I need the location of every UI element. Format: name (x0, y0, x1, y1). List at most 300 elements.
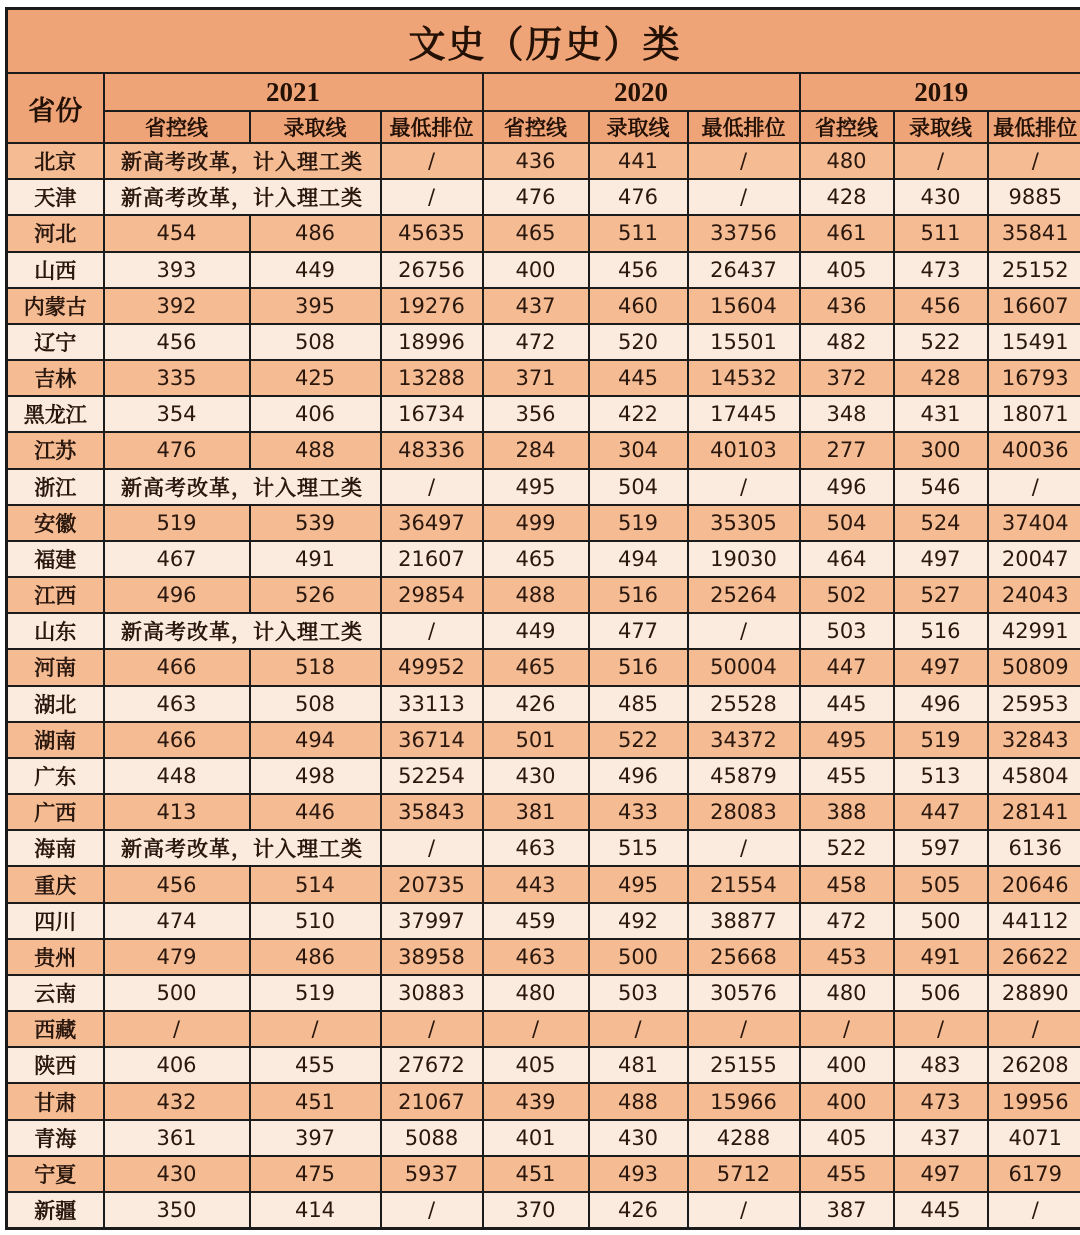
cell-value: 40036 (988, 432, 1080, 468)
cell-value: 480 (800, 143, 894, 179)
cell-value: 21554 (688, 866, 800, 902)
col-subheader: 最低排位 (381, 111, 483, 143)
cell-value: 516 (589, 649, 688, 685)
cell-value: 13288 (381, 360, 483, 396)
cell-value: / (988, 469, 1080, 505)
cell-value: 30883 (381, 975, 483, 1011)
cell-value: 500 (894, 903, 988, 939)
cell-province: 广东 (7, 758, 104, 794)
cell-province: 青海 (7, 1120, 104, 1156)
cell-value: 37404 (988, 505, 1080, 541)
cell-value: 526 (250, 577, 381, 613)
cell-value: 19030 (688, 541, 800, 577)
cell-value: 496 (894, 686, 988, 722)
cell-value: 488 (250, 432, 381, 468)
col-header-year-2019: 2019 (800, 73, 1080, 111)
table-row-云南 (7, 975, 1080, 1011)
cell-value: 406 (104, 1047, 250, 1083)
cell-value: 491 (250, 541, 381, 577)
cell-value: 25668 (688, 939, 800, 975)
table-row-贵州 (7, 939, 1080, 975)
cell-value: 503 (800, 613, 894, 649)
cell-value: 401 (483, 1120, 589, 1156)
cell-value: 485 (589, 686, 688, 722)
cell-value: / (988, 1011, 1080, 1047)
cell-value: 514 (250, 866, 381, 902)
col-subheader: 省控线 (800, 111, 894, 143)
col-subheader: 录取线 (250, 111, 381, 143)
cell-value: 19956 (988, 1083, 1080, 1119)
table-row-陕西 (7, 1047, 1080, 1083)
cell-value: 486 (250, 215, 381, 251)
cell-value: 476 (104, 432, 250, 468)
col-subheader: 录取线 (589, 111, 688, 143)
cell-value: 448 (104, 758, 250, 794)
cell-value: 27672 (381, 1047, 483, 1083)
cell-value: 426 (483, 686, 589, 722)
cell-value: / (988, 143, 1080, 179)
cell-value: 33756 (688, 215, 800, 251)
col-subheader: 省控线 (483, 111, 589, 143)
year-header-row (7, 73, 1080, 111)
col-header-province: 省份 (7, 73, 104, 143)
cell-value: 395 (250, 288, 381, 324)
cell-value: 437 (483, 288, 589, 324)
cell-value: 473 (894, 1083, 988, 1119)
cell-value: 24043 (988, 577, 1080, 613)
cell-value: 463 (483, 830, 589, 866)
cell-value: 519 (250, 975, 381, 1011)
cell-value: 50809 (988, 649, 1080, 685)
cell-province: 甘肃 (7, 1083, 104, 1119)
cell-value: 515 (589, 830, 688, 866)
cell-province: 湖北 (7, 686, 104, 722)
cell-province: 辽宁 (7, 324, 104, 360)
cell-province: 山东 (7, 613, 104, 649)
cell-value: 277 (800, 432, 894, 468)
table-row-河南 (7, 649, 1080, 685)
cell-value: 35305 (688, 505, 800, 541)
cell-value: / (688, 613, 800, 649)
cell-value: 433 (589, 794, 688, 830)
cell-value: 463 (104, 686, 250, 722)
cell-value: / (381, 143, 483, 179)
cell-value: 49952 (381, 649, 483, 685)
cell-value: / (894, 1011, 988, 1047)
cell-value: 28141 (988, 794, 1080, 830)
cell-value: 500 (104, 975, 250, 1011)
cell-value: 4071 (988, 1120, 1080, 1156)
cell-value: 465 (483, 541, 589, 577)
cell-value: 397 (250, 1120, 381, 1156)
cell-value: 370 (483, 1192, 589, 1229)
cell-value: 430 (104, 1156, 250, 1192)
table-row-浙江 (7, 469, 1080, 505)
cell-value: 491 (894, 939, 988, 975)
cell-province: 西藏 (7, 1011, 104, 1047)
cell-value: 465 (483, 649, 589, 685)
cell-value: 519 (589, 505, 688, 541)
cell-value: 456 (894, 288, 988, 324)
cell-value: 451 (250, 1083, 381, 1119)
cell-value: 405 (800, 1120, 894, 1156)
cell-value: 445 (894, 1192, 988, 1229)
cell-value: / (894, 143, 988, 179)
cell-value: 26437 (688, 252, 800, 288)
cell-value: 454 (104, 215, 250, 251)
cell-value: 476 (483, 179, 589, 215)
cell-value: 488 (483, 577, 589, 613)
table-row-北京 (7, 143, 1080, 179)
cell-value: 25953 (988, 686, 1080, 722)
cell-value: 466 (104, 649, 250, 685)
table-head (7, 9, 1080, 144)
cell-value: 21607 (381, 541, 483, 577)
cell-value: 17445 (688, 396, 800, 432)
cell-value: 400 (483, 252, 589, 288)
sub-header-row (7, 111, 1080, 143)
cell-value: / (250, 1011, 381, 1047)
cell-value: 441 (589, 143, 688, 179)
cell-value: 449 (250, 252, 381, 288)
cell-value: 511 (589, 215, 688, 251)
cell-province: 海南 (7, 830, 104, 866)
cell-value: 405 (800, 252, 894, 288)
cell-value: 449 (483, 613, 589, 649)
cell-value: 476 (589, 179, 688, 215)
cell-value: 354 (104, 396, 250, 432)
cell-province: 湖南 (7, 722, 104, 758)
cell-value: 520 (589, 324, 688, 360)
table-row-吉林 (7, 360, 1080, 396)
cell-value: 430 (894, 179, 988, 215)
cell-value: 35841 (988, 215, 1080, 251)
cell-value: 473 (894, 252, 988, 288)
cell-value: 510 (250, 903, 381, 939)
cell-value: 36714 (381, 722, 483, 758)
cell-value: / (688, 179, 800, 215)
cell-value: 15966 (688, 1083, 800, 1119)
cell-value: 400 (800, 1083, 894, 1119)
cell-province: 四川 (7, 903, 104, 939)
cell-value: 387 (800, 1192, 894, 1229)
cell-value: 451 (483, 1156, 589, 1192)
cell-value: 496 (104, 577, 250, 613)
cell-value: / (381, 830, 483, 866)
cell-value: 456 (104, 866, 250, 902)
cell-value: 456 (589, 252, 688, 288)
cell-value: 497 (894, 1156, 988, 1192)
cell-value: 21067 (381, 1083, 483, 1119)
cell-value: 446 (250, 794, 381, 830)
cell-value: 472 (800, 903, 894, 939)
cell-value: 20646 (988, 866, 1080, 902)
cell-value: 425 (250, 360, 381, 396)
table-row-宁夏 (7, 1156, 1080, 1192)
cell-value: / (800, 1011, 894, 1047)
cell-value: 371 (483, 360, 589, 396)
cell-province: 河南 (7, 649, 104, 685)
cell-value: 6136 (988, 830, 1080, 866)
cell-value: 499 (483, 505, 589, 541)
page-title: 文史（历史）类 (7, 9, 1080, 74)
cell-value: 463 (483, 939, 589, 975)
cell-reform-note: 新高考改革，计入理工类 (104, 143, 381, 179)
cell-value: 519 (894, 722, 988, 758)
cell-value: 511 (894, 215, 988, 251)
cell-province: 安徽 (7, 505, 104, 541)
cell-value: 33113 (381, 686, 483, 722)
cell-value: 381 (483, 794, 589, 830)
cell-province: 天津 (7, 179, 104, 215)
cell-value: 475 (250, 1156, 381, 1192)
cell-value: 518 (250, 649, 381, 685)
cell-value: 422 (589, 396, 688, 432)
cell-value: 496 (589, 758, 688, 794)
cell-province: 江西 (7, 577, 104, 613)
cell-value: 481 (589, 1047, 688, 1083)
cell-value: 45635 (381, 215, 483, 251)
cell-value: 504 (800, 505, 894, 541)
cell-value: 461 (800, 215, 894, 251)
cell-value: 513 (894, 758, 988, 794)
cell-value: 348 (800, 396, 894, 432)
cell-value: 505 (894, 866, 988, 902)
cell-value: / (483, 1011, 589, 1047)
cell-value: 45879 (688, 758, 800, 794)
cell-value: 16734 (381, 396, 483, 432)
cell-value: 522 (589, 722, 688, 758)
cell-value: 9885 (988, 179, 1080, 215)
cell-value: 16793 (988, 360, 1080, 396)
col-header-year-2021: 2021 (104, 73, 483, 111)
cell-province: 吉林 (7, 360, 104, 396)
cell-value: / (688, 1011, 800, 1047)
cell-province: 江苏 (7, 432, 104, 468)
cell-value: 522 (800, 830, 894, 866)
cell-value: 496 (800, 469, 894, 505)
cell-value: 4288 (688, 1120, 800, 1156)
cell-value: 465 (483, 215, 589, 251)
cell-value: 406 (250, 396, 381, 432)
cell-value: 479 (104, 939, 250, 975)
cell-value: 504 (589, 469, 688, 505)
cell-value: 455 (800, 1156, 894, 1192)
cell-value: 460 (589, 288, 688, 324)
cell-value: / (688, 143, 800, 179)
cell-value: 32843 (988, 722, 1080, 758)
cell-value: / (688, 1192, 800, 1229)
cell-value: 455 (250, 1047, 381, 1083)
cell-province: 陕西 (7, 1047, 104, 1083)
table-row-内蒙古 (7, 288, 1080, 324)
cell-value: 486 (250, 939, 381, 975)
table-row-重庆 (7, 866, 1080, 902)
table-row-湖北 (7, 686, 1080, 722)
table-row-青海 (7, 1120, 1080, 1156)
cell-value: 503 (589, 975, 688, 1011)
cell-value: 447 (894, 794, 988, 830)
cell-value: 453 (800, 939, 894, 975)
cell-value: 483 (894, 1047, 988, 1083)
cell-value: 480 (800, 975, 894, 1011)
cell-value: 413 (104, 794, 250, 830)
cell-value: 501 (483, 722, 589, 758)
cell-reform-note: 新高考改革，计入理工类 (104, 830, 381, 866)
cell-province: 福建 (7, 541, 104, 577)
cell-value: 458 (800, 866, 894, 902)
cell-value: 488 (589, 1083, 688, 1119)
cell-value: 497 (894, 541, 988, 577)
cell-value: 5088 (381, 1120, 483, 1156)
table-row-山西 (7, 252, 1080, 288)
table-row-福建 (7, 541, 1080, 577)
cell-value: 388 (800, 794, 894, 830)
cell-value: 18071 (988, 396, 1080, 432)
cell-value: 5937 (381, 1156, 483, 1192)
cell-value: 597 (894, 830, 988, 866)
cell-value: / (589, 1011, 688, 1047)
cell-value: 467 (104, 541, 250, 577)
cell-reform-note: 新高考改革，计入理工类 (104, 613, 381, 649)
cell-province: 贵州 (7, 939, 104, 975)
cell-value: 439 (483, 1083, 589, 1119)
table-row-广东 (7, 758, 1080, 794)
cell-value: 502 (800, 577, 894, 613)
cell-value: / (104, 1011, 250, 1047)
cell-value: 335 (104, 360, 250, 396)
cell-value: 284 (483, 432, 589, 468)
cell-value: 25264 (688, 577, 800, 613)
cell-value: 430 (589, 1120, 688, 1156)
cell-value: 25155 (688, 1047, 800, 1083)
cell-value: 436 (800, 288, 894, 324)
cell-value: 493 (589, 1156, 688, 1192)
cell-value: 25152 (988, 252, 1080, 288)
cell-reform-note: 新高考改革，计入理工类 (104, 179, 381, 215)
table-row-湖南 (7, 722, 1080, 758)
cell-value: 25528 (688, 686, 800, 722)
cell-province: 浙江 (7, 469, 104, 505)
table-row-西藏 (7, 1011, 1080, 1047)
title-row (7, 9, 1080, 74)
cell-value: 459 (483, 903, 589, 939)
admission-score-table (5, 7, 1080, 1230)
cell-value: 45804 (988, 758, 1080, 794)
table-row-安徽 (7, 505, 1080, 541)
table-row-甘肃 (7, 1083, 1080, 1119)
cell-value: 26756 (381, 252, 483, 288)
cell-value: / (381, 613, 483, 649)
cell-value: 414 (250, 1192, 381, 1229)
cell-value: / (381, 1011, 483, 1047)
cell-value: 500 (589, 939, 688, 975)
cell-value: 6179 (988, 1156, 1080, 1192)
cell-value: / (688, 469, 800, 505)
cell-value: 28890 (988, 975, 1080, 1011)
cell-value: 546 (894, 469, 988, 505)
cell-value: 361 (104, 1120, 250, 1156)
cell-province: 黑龙江 (7, 396, 104, 432)
cell-value: 432 (104, 1083, 250, 1119)
cell-value: 50004 (688, 649, 800, 685)
cell-value: 524 (894, 505, 988, 541)
cell-value: 431 (894, 396, 988, 432)
cell-province: 云南 (7, 975, 104, 1011)
cell-value: 29854 (381, 577, 483, 613)
cell-value: / (381, 469, 483, 505)
cell-value: 35843 (381, 794, 483, 830)
cell-value: 445 (800, 686, 894, 722)
cell-value: 492 (589, 903, 688, 939)
col-header-year-2020: 2020 (483, 73, 800, 111)
cell-value: 436 (483, 143, 589, 179)
table-row-广西 (7, 794, 1080, 830)
cell-value: 508 (250, 686, 381, 722)
table-row-江苏 (7, 432, 1080, 468)
cell-value: 300 (894, 432, 988, 468)
table-row-江西 (7, 577, 1080, 613)
col-subheader: 省控线 (104, 111, 250, 143)
cell-value: 52254 (381, 758, 483, 794)
cell-province: 山西 (7, 252, 104, 288)
cell-value: 494 (250, 722, 381, 758)
cell-value: / (688, 830, 800, 866)
cell-value: 428 (800, 179, 894, 215)
cell-value: / (381, 1192, 483, 1229)
cell-reform-note: 新高考改革，计入理工类 (104, 469, 381, 505)
cell-value: 480 (483, 975, 589, 1011)
table-row-河北 (7, 215, 1080, 251)
cell-value: 527 (894, 577, 988, 613)
cell-value: 516 (894, 613, 988, 649)
cell-value: 456 (104, 324, 250, 360)
cell-value: 508 (250, 324, 381, 360)
col-subheader: 最低排位 (988, 111, 1080, 143)
col-subheader: 最低排位 (688, 111, 800, 143)
cell-value: 522 (894, 324, 988, 360)
cell-value: 392 (104, 288, 250, 324)
table-row-海南 (7, 830, 1080, 866)
cell-value: 516 (589, 577, 688, 613)
cell-value: 477 (589, 613, 688, 649)
cell-value: 445 (589, 360, 688, 396)
cell-value: 464 (800, 541, 894, 577)
cell-province: 河北 (7, 215, 104, 251)
cell-value: 20735 (381, 866, 483, 902)
cell-value: 494 (589, 541, 688, 577)
cell-value: 304 (589, 432, 688, 468)
cell-value: 19276 (381, 288, 483, 324)
cell-value: 393 (104, 252, 250, 288)
cell-value: 26622 (988, 939, 1080, 975)
cell-province: 重庆 (7, 866, 104, 902)
cell-value: 48336 (381, 432, 483, 468)
table-row-黑龙江 (7, 396, 1080, 432)
cell-province: 广西 (7, 794, 104, 830)
cell-value: 455 (800, 758, 894, 794)
cell-value: 356 (483, 396, 589, 432)
cell-value: 472 (483, 324, 589, 360)
cell-value: 44112 (988, 903, 1080, 939)
cell-value: 405 (483, 1047, 589, 1083)
table-body (7, 143, 1080, 1229)
table-row-四川 (7, 903, 1080, 939)
cell-value: 400 (800, 1047, 894, 1083)
cell-value: 447 (800, 649, 894, 685)
cell-province: 北京 (7, 143, 104, 179)
cell-value: 38958 (381, 939, 483, 975)
